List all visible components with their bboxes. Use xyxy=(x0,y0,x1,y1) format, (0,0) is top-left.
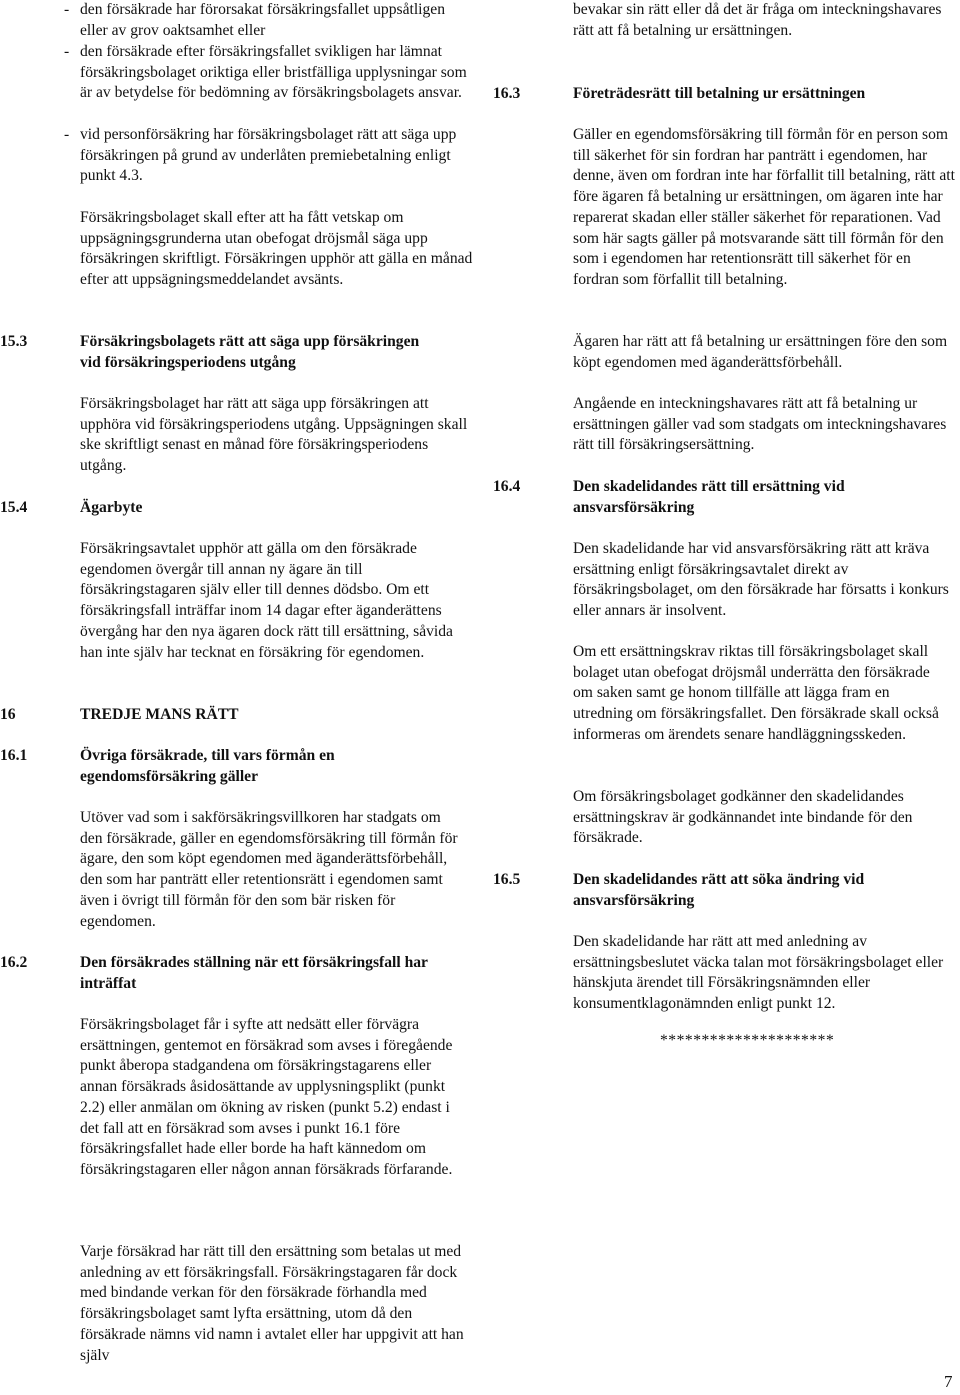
section-number: 15.3 xyxy=(0,333,28,350)
paragraph: Den skadelidande har rätt att med anledning av ersättningsbeslutet väcka talan mot försäkringsbolaget eller hänskjuta ärendet till Försäkringsnämnden eller konsumentklagonämnden enligt punkt 12. xyxy=(573,933,944,1013)
section-number: 16 xyxy=(0,706,16,723)
section-heading: Den skadelidandes rätt att söka ändring vid ansvarsförsäkring xyxy=(573,871,865,909)
bullet-item-svikligen: - den försäkrade efter försäkringsfallet svikligen har lämnat försäkringsbolaget oriktiga eller bristfälliga upplysningar som är av betydelse för bedömning av försäkringsbolagets ansvar. xyxy=(80,42,475,104)
section-number: 16.3 xyxy=(493,85,521,102)
section-number: 15.4 xyxy=(0,499,28,516)
bullet-text: vid personförsäkring har försäkringsbolaget rätt att säga upp försäkringen på grund av underlåten premiebetalning enligt punkt 4.3. xyxy=(80,126,457,185)
section-number: 16.5 xyxy=(493,871,521,888)
paragraph: Om ett ersättningskrav riktas till försäkringsbolaget skall bolaget utan obefogat dröjsmål underrätta den försäkrade om saken samt ge honom tillfälle att lägga fram en utredning om försäkringsfallet. Den försäkrade skall också informeras om ärendets senare handläggningsskeden. xyxy=(573,643,939,743)
paragraph: Angående en inteckningshavares rätt att få betalning ur ersättningen gäller vad som stadgats om inteckningshavares rätt till försäkringsersättning. xyxy=(573,395,947,454)
paragraph: Försäkringsavtalet upphör att gälla om den försäkrade egendomen övergår till annan ny ägare än till försäkringstagaren själv eller till dennes dödsbo. Om ett försäkringsfall inträffar inom 14 dagar efter äganderättens övergång har den nya ägaren dock rätt till ersättning, såvida han inte själv har tecknat en försäkring för egendomen. xyxy=(80,540,453,661)
section-number: 16.2 xyxy=(0,954,28,971)
paragraph: Om försäkringsbolaget godkänner den skadelidandes ersättningskrav är godkännandet inte bindande för den försäkrade. xyxy=(573,788,913,847)
paragraph: Varje försäkrad har rätt till den ersättning som betalas ut med anledning av ett försäkringsfall. Försäkringstagaren får dock med bindande verkan för den försäkrade förhandla med försäkringsbolaget samt lyfta ersättning, utom då den försäkrade nämns vid namn i avtalet eller har uppgivit att han själv xyxy=(80,1243,464,1364)
section-heading: Den försäkrades ställning när ett försäkringsfall har inträffat xyxy=(80,954,428,992)
paragraph: Utöver vad som i sakförsäkringsvillkoren har stadgats om den försäkrade, gäller en egendomsförsäkring till förmån för ägare, den som köpt egendomen med äganderättsförbehåll, den som har panträtt eller retentionsrätt i egendomen samt även i övrigt till förmån för den som bär risken för egendomen. xyxy=(80,809,458,930)
paragraph-continued: bevakar sin rätt eller då det är fråga om inteckningshavares rätt att få betalning ur ersättningen. xyxy=(573,1,942,39)
bullet-text: den försäkrade har förorsakat försäkringsfallet uppsåtligen eller av grov oaktsamhet eller xyxy=(80,1,446,39)
bullet-item-uppsatligen: - den försäkrade har förorsakat försäkringsfallet uppsåtligen eller av grov oaktsamhet eller xyxy=(80,0,475,41)
section-heading: Ägarbyte xyxy=(80,499,143,516)
section-number: 16.4 xyxy=(493,478,521,495)
section-heading: Den skadelidandes rätt till ersättning vid ansvarsförsäkring xyxy=(573,478,845,516)
end-separator: ********************* xyxy=(660,1032,835,1049)
section-heading: Företrädesrätt till betalning ur ersättningen xyxy=(573,85,866,102)
bullet-item-personforsakring: - vid personförsäkring har försäkringsbolaget rätt att säga upp försäkringen på grund av underlåten premiebetalning enligt punkt 4.3. xyxy=(80,125,475,187)
section-number: 16.1 xyxy=(0,747,28,764)
bullet-text: den försäkrade efter försäkringsfallet svikligen har lämnat försäkringsbolaget oriktiga eller bristfälliga upplysningar som är av betydelse för bedömning av försäkringsbolagets ansvar. xyxy=(80,43,467,102)
paragraph: Försäkringsbolaget har rätt att säga upp försäkringen att upphöra vid försäkringsperiodens utgång. Uppsägningen skall ske skriftligt senast en månad före försäkringsperiodens utgång. xyxy=(80,395,468,475)
paragraph: Gäller en egendomsförsäkring till förmån för en person som till säkerhet för sin fordran har panträtt i egendomen, har denne, även om fordran inte har förfallit till betalning, rätt att före ägaren få betalning ur ersättningen, om ägaren inte har reparerat skadan eller ställer säkerhet för reparationen. Vad som här sagts gäller på motsvarande sätt till förmån för den som i egendomen har retentionsrätt till säkerhet för en fordran som förfallit till betalning. xyxy=(573,126,955,288)
paragraph: Den skadelidande har vid ansvarsförsäkring rätt att kräva ersättning enligt försäkringsavtalet direkt av försäkringsbolaget, om den försäkrade har försatts i konkurs eller annars är insolvent. xyxy=(573,540,949,620)
section-heading: TREDJE MANS RÄTT xyxy=(80,706,239,723)
section-heading: Försäkringsbolagets rätt att säga upp försäkringen vid försäkringsperiodens utgång xyxy=(80,333,420,371)
paragraph-uppsagning: Försäkringsbolaget skall efter att ha fått vetskap om uppsägningsgrunderna utan obefogat dröjsmål säga upp försäkringen skriftligt. Försäkringen upphör att gälla en månad efter att uppsägningsmeddelandet avsänts. xyxy=(80,209,473,289)
page-number: 7 xyxy=(944,1372,953,1391)
paragraph: Ägaren har rätt att få betalning ur ersättningen före den som köpt egendomen med äganderättsförbehåll. xyxy=(573,333,948,371)
paragraph: Försäkringsbolaget får i syfte att nedsätt eller förvägra ersättningen, gentemot en försäkrad som avses i föregående punkt åberopa stadgandena om försäkringstagarens eller annan försäkrads åsidosättande av upplysningsplikt (punkt 2.2) eller anmälan om ökning av risken (punkt 5.2) endast i det fall att en försäkrad som avses i punkt 16.1 före försäkringsfallet hade eller borde ha haft kännedom om försäkringstagaren eller någon annan försäkrads förfarande. xyxy=(80,1016,453,1178)
section-heading: Övriga försäkrade, till vars förmån en egendomsförsäkring gäller xyxy=(80,747,335,785)
